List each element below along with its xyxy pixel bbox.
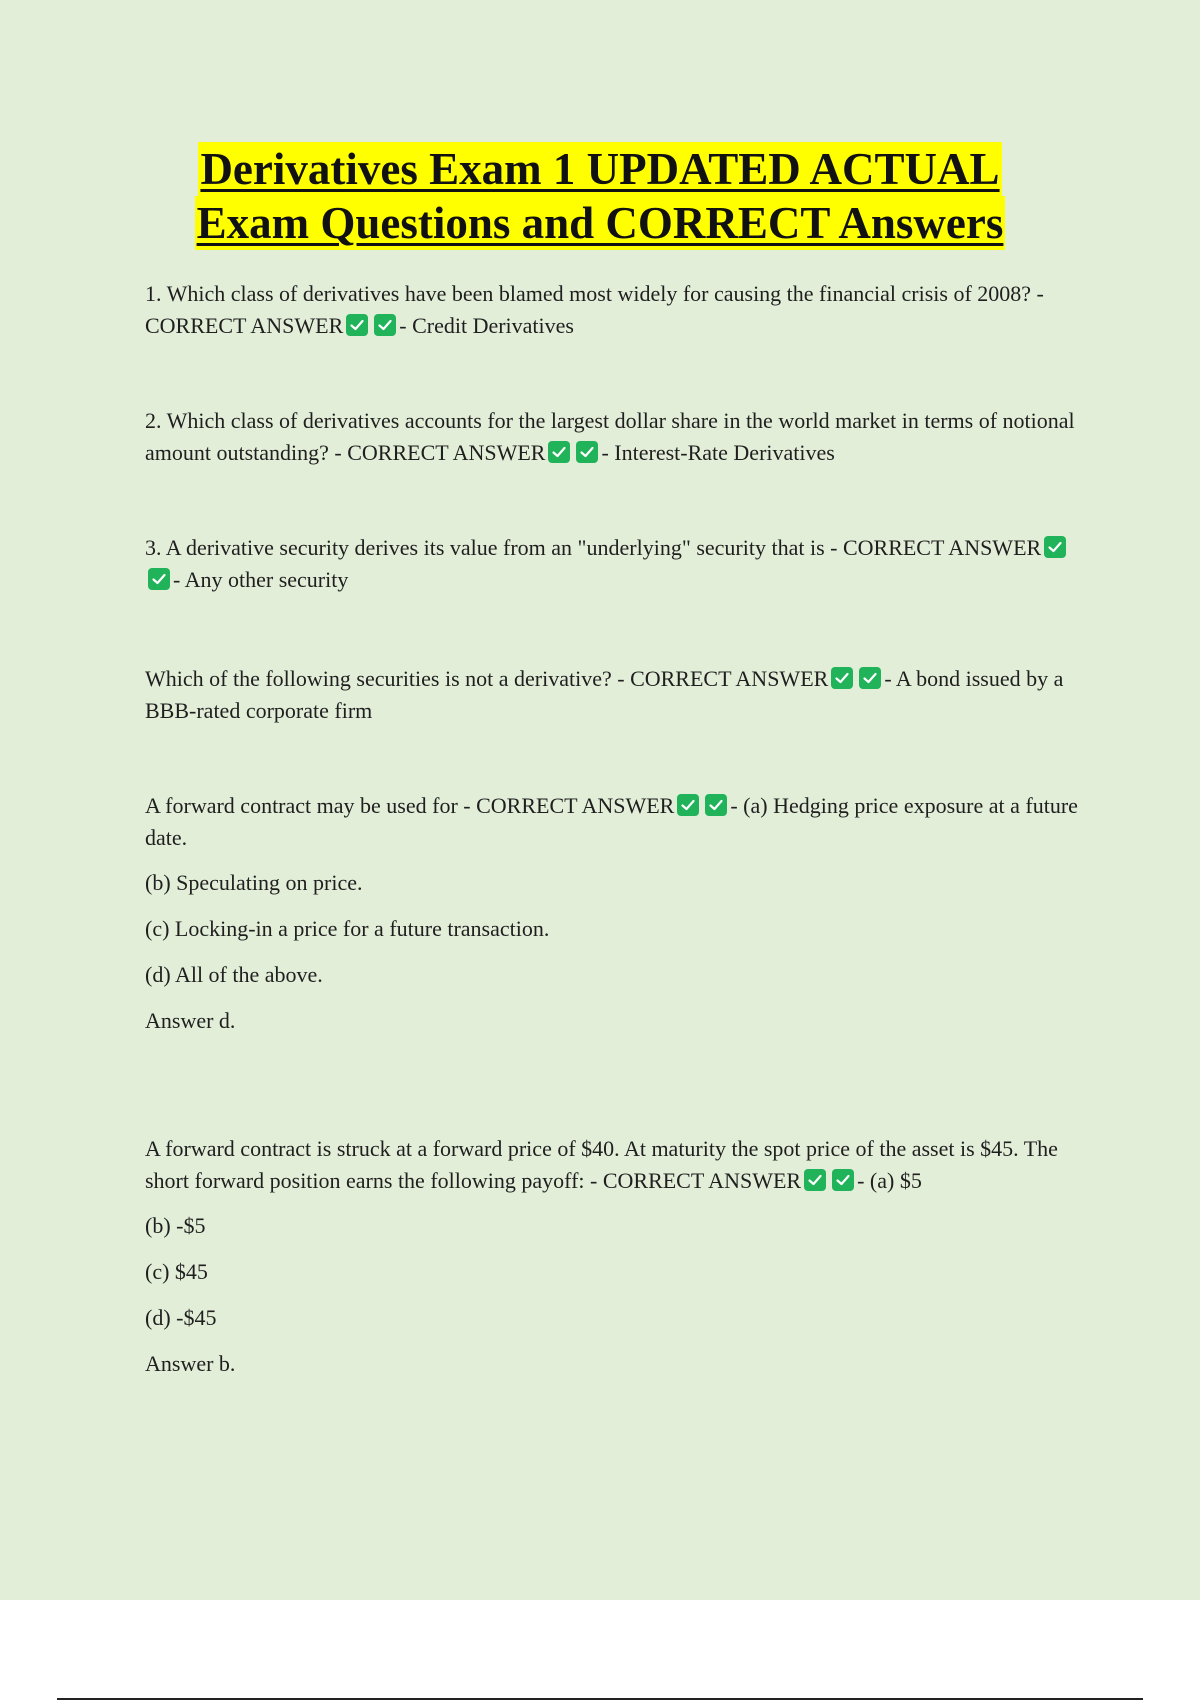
check-box-icon — [1044, 536, 1066, 558]
check-box-icon — [374, 314, 396, 336]
question-6 — [145, 1133, 1085, 1381]
check-box-icon — [832, 1169, 854, 1191]
answer-text: - Credit Derivatives — [399, 313, 574, 338]
question-2 — [145, 405, 1085, 469]
document-title — [0, 142, 1200, 250]
check-box-icon — [831, 667, 853, 689]
check-box-icon — [346, 314, 368, 336]
question-4 — [145, 663, 1085, 727]
check-box-icon — [705, 794, 727, 816]
answer-text: - Interest-Rate Derivatives — [601, 440, 835, 465]
answer-line: Answer d. — [145, 1008, 236, 1033]
check-box-icon — [804, 1169, 826, 1191]
check-box-icon — [677, 794, 699, 816]
check-box-icon — [576, 441, 598, 463]
question-text: 1. Which class of derivatives have been blamed most widely for causing the financial crisis of 2008? - CORRECT ANSWER — [145, 281, 1044, 338]
check-box-icon — [148, 568, 170, 590]
question-3 — [145, 532, 1085, 596]
option-d: (d) All of the above. — [145, 962, 323, 987]
answer-text: - A bond issued by a BBB-rated corporate firm — [145, 666, 1064, 723]
answer-line: Answer b. — [145, 1351, 236, 1376]
check-box-icon — [859, 667, 881, 689]
option-b: (b) Speculating on price. — [145, 870, 363, 895]
question-1 — [145, 278, 1085, 342]
question-text: Which of the following securities is not a derivative? - CORRECT ANSWER — [145, 666, 829, 691]
title-line-1: Derivatives Exam 1 UPDATED ACTUAL — [200, 144, 1000, 194]
title-line-2: Exam Questions and CORRECT Answers — [196, 198, 1004, 248]
answer-text: - (a) $5 — [857, 1168, 922, 1193]
answer-text: - Any other security — [173, 567, 349, 592]
check-box-icon — [548, 441, 570, 463]
question-text: A forward contract may be used for - CORRECT ANSWER — [145, 793, 675, 818]
question-text: 2. Which class of derivatives accounts for the largest dollar share in the world market in terms of notional amount outstanding? - CORRECT ANSWER — [145, 408, 1075, 465]
question-text: 3. A derivative security derives its value from an "underlying" security that is - CORRECT ANSWER — [145, 535, 1042, 560]
question-5 — [145, 790, 1085, 1038]
question-text: A forward contract is struck at a forward price of $40. At maturity the spot price of the asset is $45. The short forward position earns the following payoff: - CORRECT ANSWER — [145, 1136, 1058, 1193]
option-b: (b) -$5 — [145, 1213, 206, 1238]
option-c: (c) Locking-in a price for a future transaction. — [145, 916, 550, 941]
answer-text: - (a) Hedging price exposure at a future date. — [145, 793, 1078, 850]
option-c: (c) $45 — [145, 1259, 208, 1284]
option-d: (d) -$45 — [145, 1305, 217, 1330]
